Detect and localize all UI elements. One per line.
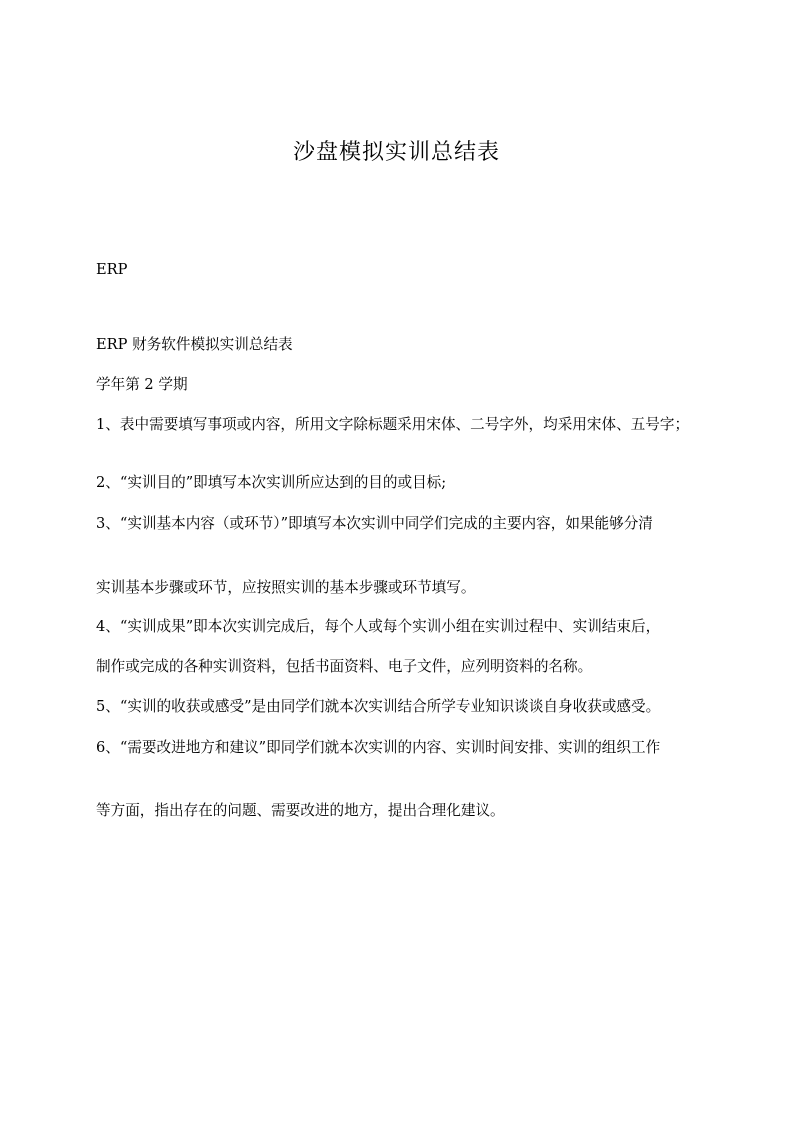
note-2: 2、“实训目的”即填写本次实训所应达到的目的或目标; bbox=[96, 474, 447, 491]
note-5: 5、“实训的收获或感受”是由同学们就本次实训结合所学专业知识谈谈自身收获或感受。 bbox=[96, 698, 661, 715]
form-name: ERP 财务软件模拟实训总结表 bbox=[96, 336, 293, 353]
erp-label: ERP bbox=[96, 261, 128, 278]
note-3-line-1: 3、“实训基本内容（或环节）”即填写本次实训中同学们完成的主要内容，如果能够分清 bbox=[96, 515, 653, 532]
note-4-line-1: 4、“实训成果”即本次实训完成后，每个人或每个实训小组在实训过程中、实训结束后， bbox=[96, 618, 661, 635]
note-6-line-2: 等方面，指出存在的问题、需要改进的地方，提出合理化建议。 bbox=[96, 802, 505, 819]
term-line: 学年第 2 学期 bbox=[96, 376, 188, 393]
note-6-line-1: 6、“需要改进地方和建议”即同学们就本次实训的内容、实训时间安排、实训的组织工作 bbox=[96, 739, 661, 756]
document-title: 沙盘模拟实训总结表 bbox=[292, 140, 500, 165]
note-3-line-2: 实训基本步骤或环节，应按照实训的基本步骤或环节填写。 bbox=[96, 579, 476, 596]
note-1: 1、表中需要填写事项或内容，所用文字除标题采用宋体、二号字外，均采用宋体、五号字； bbox=[96, 416, 690, 433]
note-4-line-2: 制作或完成的各种实训资料，包括书面资料、电子文件，应列明资料的名称。 bbox=[96, 658, 593, 675]
